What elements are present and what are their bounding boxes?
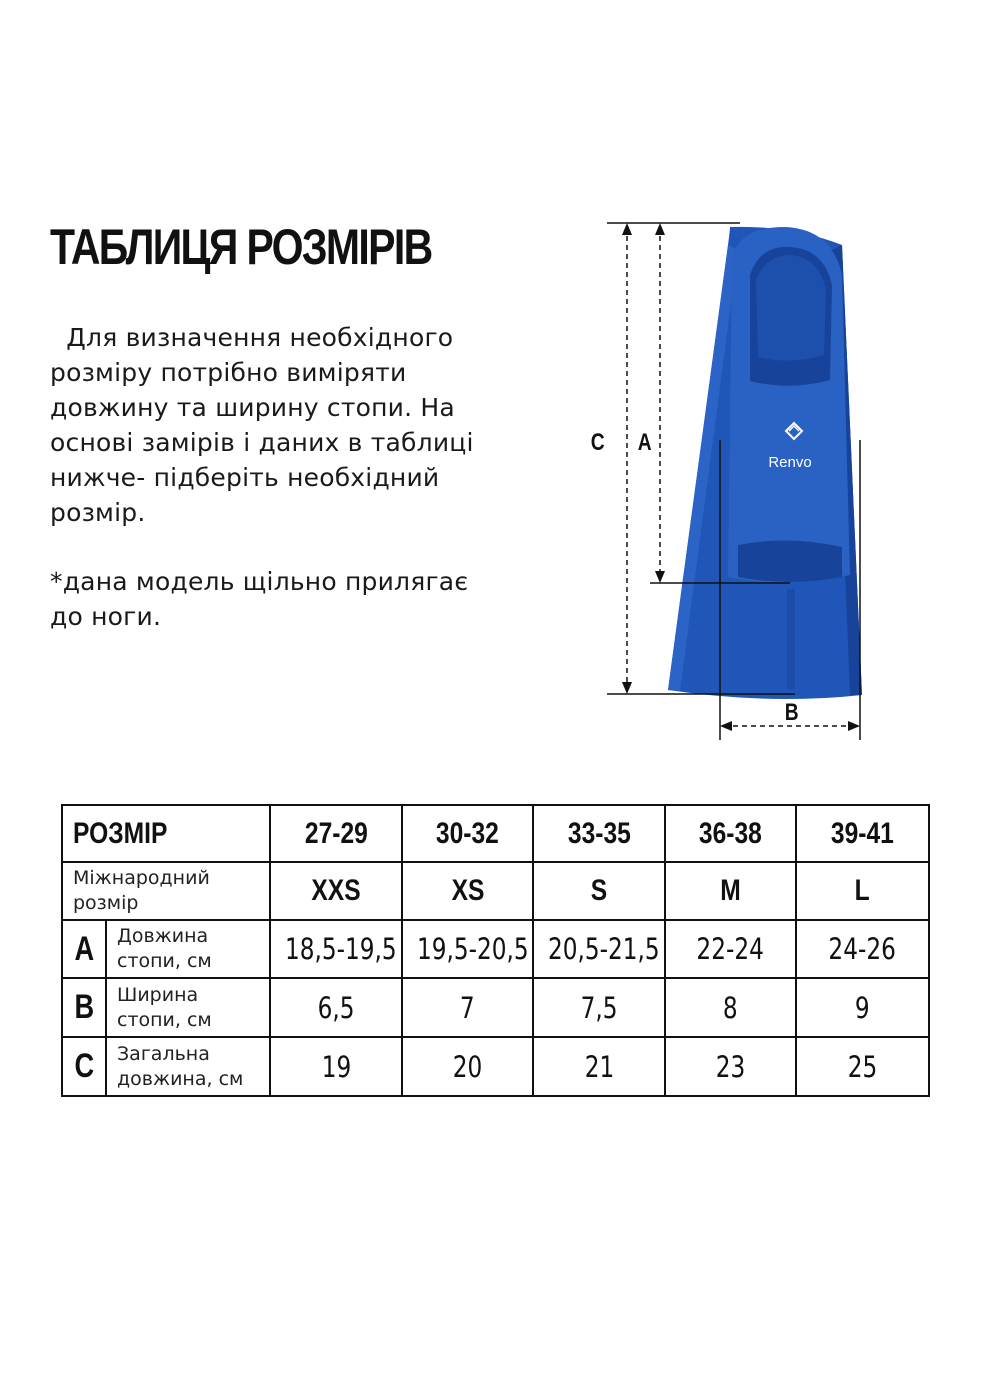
- row-label: [106, 1037, 270, 1096]
- table-row: [62, 862, 929, 920]
- row-letter: A: [74, 929, 94, 968]
- intro-line: нижче- підберіть необхідний: [50, 463, 440, 492]
- intro-line: довжину та ширину стопи. На: [50, 393, 455, 422]
- size-value: 39-41: [831, 816, 894, 850]
- dimension-label-a: A: [637, 429, 652, 456]
- intl-size-value: L: [854, 874, 871, 907]
- value-cell: [665, 978, 796, 1037]
- label-line: Довжина: [117, 925, 209, 947]
- measure-value: 19: [321, 1049, 351, 1084]
- fin-diagram: [580, 205, 880, 750]
- row-label: [106, 920, 270, 978]
- intl-size-cell: [796, 862, 929, 920]
- measure-value: 23: [715, 1049, 746, 1084]
- intl-size-cell: [402, 862, 533, 920]
- note-line: *дана модель щільно прилягає: [50, 567, 469, 596]
- value-cell: [533, 1037, 665, 1096]
- value-cell: [665, 1037, 796, 1096]
- value-cell: [270, 920, 402, 978]
- intl-size-value: S: [590, 874, 608, 907]
- measure-value: 18,5-19,5: [284, 932, 397, 966]
- intl-size-value: M: [720, 874, 741, 907]
- label-line: Ширина: [117, 983, 199, 1006]
- size-cell: [402, 805, 533, 862]
- row-letter: B: [74, 988, 94, 1026]
- size-value: 27-29: [304, 816, 368, 850]
- measure-value: 21: [584, 1049, 614, 1084]
- measure-value: 24-26: [828, 932, 897, 966]
- table-row: [62, 978, 929, 1037]
- fit-note: [50, 564, 520, 634]
- intl-size-cell: [270, 862, 402, 920]
- row-letter-cell: [62, 1037, 106, 1096]
- measure-value: 7,5: [580, 990, 618, 1025]
- measure-value: 22-24: [696, 932, 765, 966]
- value-cell: [796, 1037, 929, 1096]
- header-size-label: РОЗМІР: [73, 816, 168, 850]
- heel-opening: [738, 540, 842, 582]
- dimension-label-b: B: [784, 699, 799, 726]
- value-cell: [402, 1037, 533, 1096]
- brand-name: Renvo: [768, 454, 812, 471]
- value-cell: [533, 978, 665, 1037]
- label-line: довжина, см: [117, 1067, 244, 1090]
- measure-value: 9: [855, 990, 870, 1025]
- row-label: [106, 978, 270, 1037]
- value-cell: [402, 920, 533, 978]
- value-cell: [533, 920, 665, 978]
- row-letter-cell: [62, 920, 106, 978]
- size-value: 33-35: [567, 816, 631, 850]
- value-cell: [270, 978, 402, 1037]
- size-value: 30-32: [436, 816, 499, 850]
- measure-value: 19,5-20,5: [416, 932, 529, 966]
- measure-value: 20: [452, 1049, 483, 1084]
- table-header-row: [62, 805, 929, 862]
- size-cell: [796, 805, 929, 862]
- intl-size-value: XS: [451, 874, 484, 907]
- intro-line: Для визначення необхідного: [50, 323, 454, 352]
- intro-paragraph: [50, 320, 520, 530]
- intro-line: розмір.: [50, 498, 146, 527]
- value-cell: [270, 1037, 402, 1096]
- size-table: [61, 804, 930, 1097]
- intl-size-cell: [533, 862, 665, 920]
- value-cell: [796, 978, 929, 1037]
- measure-value: 25: [847, 1049, 878, 1084]
- intl-size-label: [62, 862, 270, 920]
- fin-illustration: [580, 205, 880, 750]
- row-letter: C: [74, 1047, 94, 1085]
- value-cell: [665, 920, 796, 978]
- intro-line: основі замірів і даних в таблиці: [50, 428, 474, 457]
- header-size-label-cell: [62, 805, 270, 862]
- page-title: ТАБЛИЦЯ РОЗМІРІВ: [50, 219, 432, 275]
- label-line: Загальна: [117, 1042, 210, 1065]
- size-cell: [665, 805, 796, 862]
- measure-value: 7: [460, 990, 475, 1025]
- label-line: стопи, см: [117, 1008, 212, 1031]
- label-line: Міжнародний: [73, 867, 210, 889]
- label-line: стопи, см: [117, 950, 212, 972]
- size-value: 36-38: [699, 816, 762, 850]
- measure-value: 8: [723, 990, 738, 1025]
- note-line: до ноги.: [50, 602, 162, 631]
- value-cell: [796, 920, 929, 978]
- measure-value: 20,5-21,5: [547, 932, 660, 966]
- dimension-label-c: C: [590, 429, 605, 456]
- table-row: [62, 1037, 929, 1096]
- intl-size-value: XXS: [311, 874, 361, 907]
- size-cell: [533, 805, 665, 862]
- size-cell: [270, 805, 402, 862]
- label-line: розмір: [73, 892, 139, 914]
- intro-line: розміру потрібно виміряти: [50, 358, 407, 387]
- value-cell: [402, 978, 533, 1037]
- row-letter-cell: [62, 978, 106, 1037]
- measure-value: 6,5: [317, 990, 355, 1025]
- intl-size-cell: [665, 862, 796, 920]
- table-row: [62, 920, 929, 978]
